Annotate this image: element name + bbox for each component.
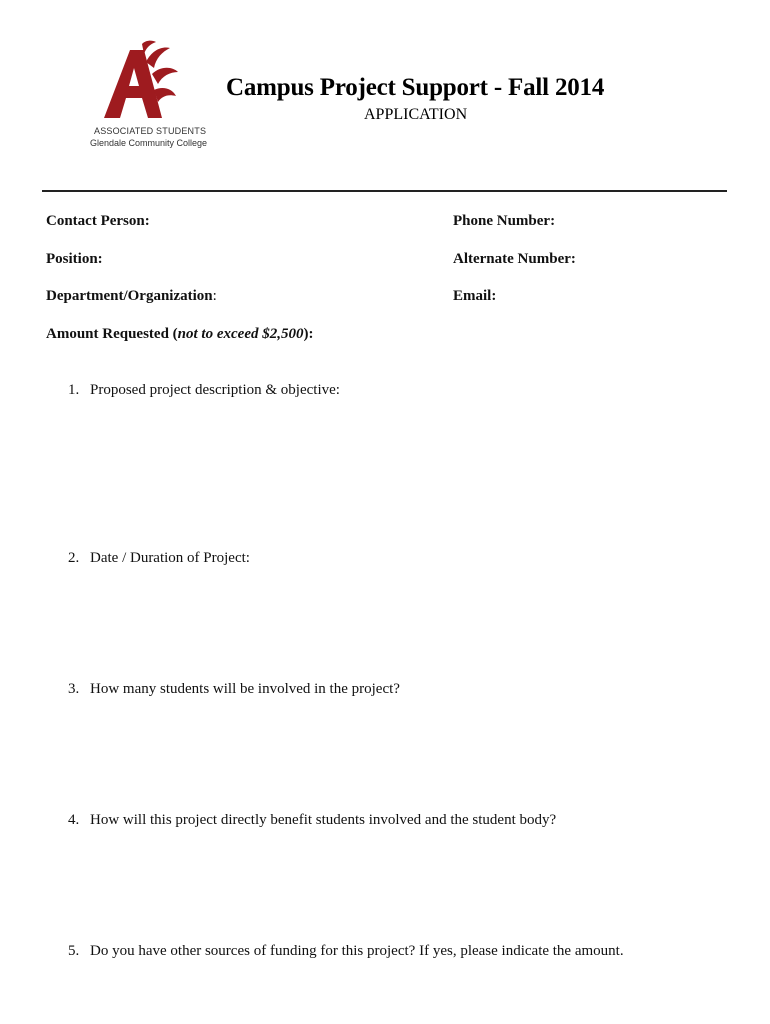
question-number: 2. xyxy=(68,550,80,566)
amount-requested-label xyxy=(46,326,313,343)
amount-prefix: Amount Requested ( xyxy=(46,326,178,342)
question-text: Proposed project description & objective: xyxy=(90,382,340,398)
question-2 xyxy=(68,550,250,567)
amount-limit: not to exceed $2,500 xyxy=(177,326,304,342)
amount-suffix: ): xyxy=(303,326,314,342)
email-label: Email: xyxy=(453,288,497,304)
question-number: 1. xyxy=(68,382,80,398)
logo-org-line1: ASSOCIATED STUDENTS xyxy=(94,126,207,136)
question-text: How will this project directly benefit students involved and the student body? xyxy=(90,812,557,828)
question-text: Date / Duration of Project: xyxy=(90,550,250,566)
question-number: 3. xyxy=(68,681,80,697)
question-4 xyxy=(68,812,556,829)
alternate-number-label: Alternate Number: xyxy=(453,251,576,267)
department-label-colon: : xyxy=(212,288,217,304)
question-text: How many students will be involved in the project? xyxy=(90,681,400,697)
question-text: Do you have other sources of funding for this project? If yes, please indicate the amount. xyxy=(90,943,624,959)
header-divider xyxy=(42,190,727,192)
logo-org-line2: Glendale Community College xyxy=(90,138,208,148)
question-number: 4. xyxy=(68,812,80,828)
associated-students-logo xyxy=(78,40,228,152)
question-1 xyxy=(68,382,340,399)
page-subtitle: APPLICATION xyxy=(364,106,468,123)
page-title: Campus Project Support - Fall 2014 xyxy=(226,74,605,101)
contact-person-label: Contact Person: xyxy=(46,213,150,229)
question-5 xyxy=(68,943,624,960)
question-number: 5. xyxy=(68,943,80,959)
department-label-text: Department/Organization xyxy=(46,288,213,304)
question-3 xyxy=(68,681,400,698)
position-label: Position: xyxy=(46,251,103,267)
associated-students-a-logo-icon xyxy=(96,40,182,124)
department-label xyxy=(46,288,217,305)
phone-number-label: Phone Number: xyxy=(453,213,556,229)
